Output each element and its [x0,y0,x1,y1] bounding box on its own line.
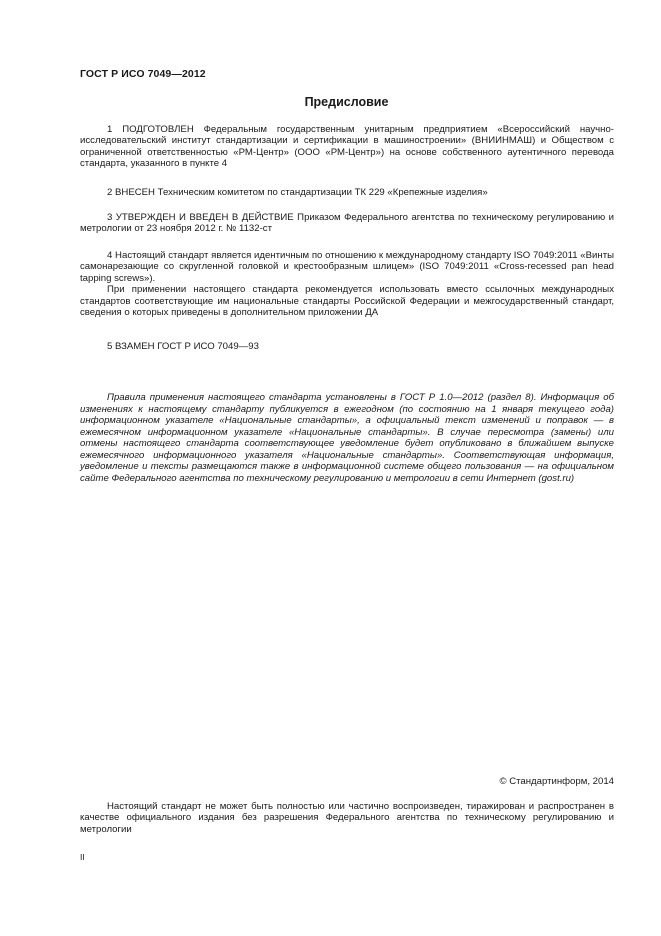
section-paragraph: 1 ПОДГОТОВЛЕН Федеральным государственным унитарным предприятием «Всероссийский научно-исследовательский институт стандартизации и сертификации в машиностроении» (ВНИИНМАШ) и Обществом с ограниченной ответственностью «РМ-Центр» (ООО «РМ-Центр») на основе собственного аутентичного перевода стандарта, указанного в пункте 4 [80,124,614,170]
section-paragraph: 5 ВЗАМЕН ГОСТ Р ИСО 7049—93 [107,341,259,352]
page-number: II [80,852,85,862]
rules-notice-text: Правила применения настоящего стандарта установлены в ГОСТ Р 1.0—2012 (раздел 8). Информация об изменениях к настоящему стандарту публикуется в ежегодном (по состоянию на 1 января текущего года) информационном указателе «Национальные стандарты», а официальный текст изменений и поправок — в ежемесячном информационном указателе «Национальные стандарты». В случае пересмотра (замены) или отмены настоящего стандарта соответствующее уведомление будет опубликовано в ближайшем выпуске ежемесячного информационного указателя «Национальные стандарты». Соответствующая информация, уведомление и тексты размещаются также в информационной системе общего пользования — на официальном сайте Федерального агентства по техническому регулированию и метрологии в сети Интернет (gost.ru) [80,392,614,484]
section-paragraph: 3 УТВЕРЖДЕН И ВВЕДЕН В ДЕЙСТВИЕ Приказом Федерального агентства по техническому регулированию и метрологии от 23 ноября 2012 г. № 1132-ст [80,212,614,235]
rules-notice [80,392,614,484]
document-code: ГОСТ Р ИСО 7049—2012 [80,68,206,80]
section-4 [80,250,614,318]
reproduction-notice-text: Настоящий стандарт не может быть полностью или частично воспроизведен, тиражирован и распространен в качестве официального издания без разрешения Федерального агентства по техническому регулированию и метрологии [80,801,614,835]
section-2 [80,187,614,198]
section-1 [80,124,614,170]
page-title: Предисловие [304,95,389,109]
section-paragraph: 4 Настоящий стандарт является идентичным по отношению к международному стандарту ISO 7049:2011 «Винты самонарезающие со скругленной головкой и крестообразным шлицем» (ISO 7049:2011 «Cross-recessed pan head tapping screws»). [80,250,614,284]
section-paragraph: При применении настоящего стандарта рекомендуется использовать вместо ссылочных международных стандартов соответствующие им национальные стандарты Российской Федерации и межгосударственный стандарт, сведения о которых приведены в дополнительном приложении ДА [80,284,614,319]
section-3 [80,212,614,235]
copyright-line: © Стандартинформ, 2014 [499,776,614,787]
section-paragraph: 2 ВНЕСЕН Техническим комитетом по стандартизации ТК 229 «Крепежные изделия» [107,187,488,198]
reproduction-notice [80,801,614,835]
section-5 [80,341,614,352]
